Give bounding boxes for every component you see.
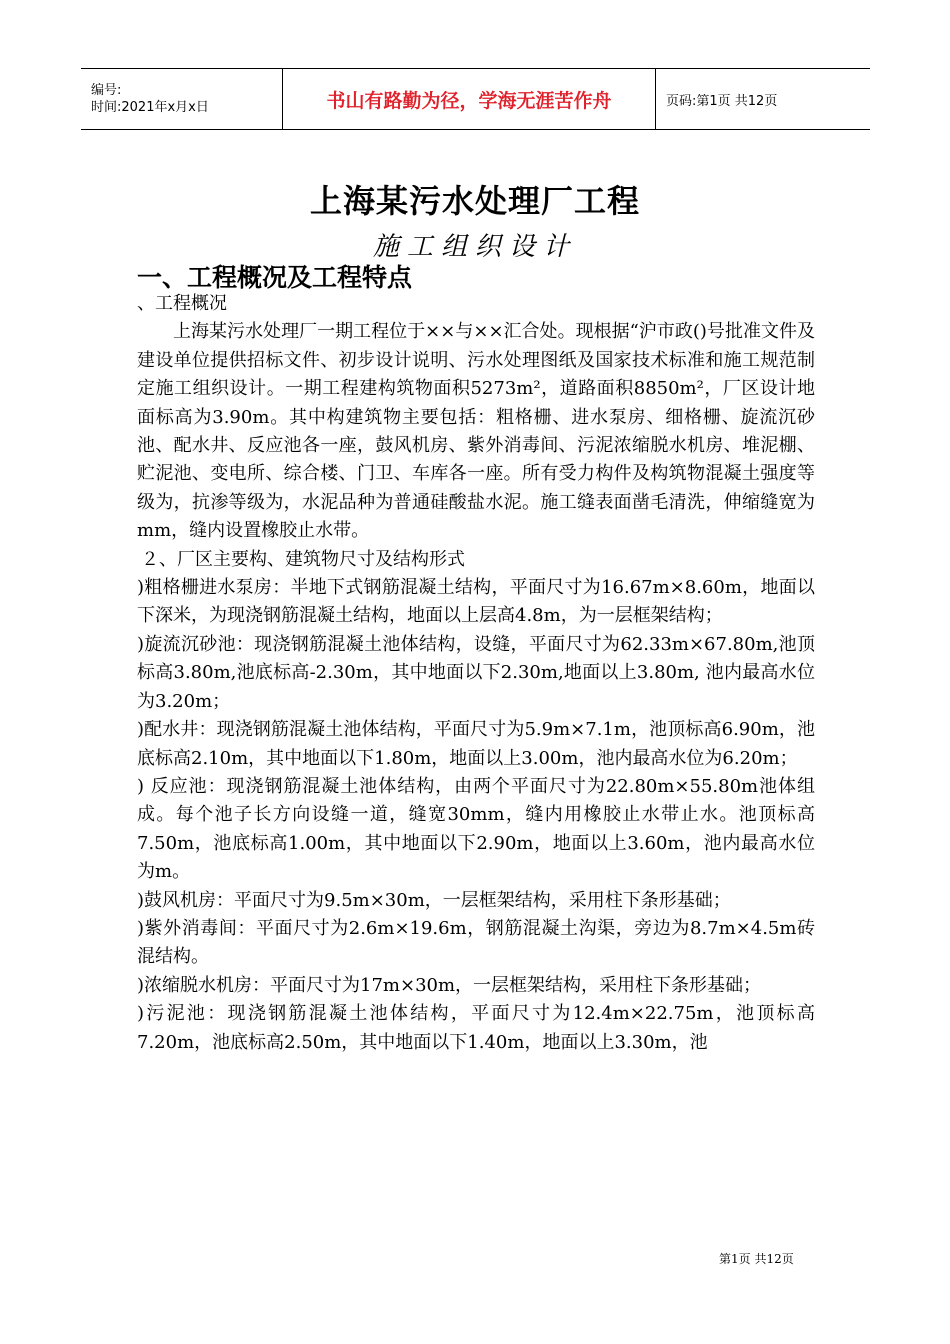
document-time-label: 时间:2021年x月x日 xyxy=(91,100,209,115)
overview-paragraph: 上海某污水处理厂一期工程位于××与××汇合处。现根据“沪市政()号批准文件及建设单位提供招标文件、初步设计说明、污水处理图纸及国家技术标准和施工规范制定施工组织设计。一期工程建构筑物面积5273m²，道路面积8850m²，厂区设计地面标高为3.90m。其中构建筑物主要包括：粗格栅、进水泵房、细格栅、旋流沉砂池、配水井、反应池各一座，鼓风机房、紫外消毒间、污泥浓缩脱水机房、堆泥棚、贮泥池、变电所、综合楼、门卫、车库各一座。所有受力构件及构筑物混凝土强度等级为，抗渗等级为，水泥品种为普通硅酸盐水泥。施工缝表面凿毛清洗，伸缩缝宽为mm，缝内设置橡胶止水带。 xyxy=(137,321,815,542)
document-number-label: 编号: xyxy=(91,83,122,98)
structure-item: )旋流沉砂池：现浇钢筋混凝土池体结构，设缝，平面尺寸为62.33m×67.80m,池顶标高3.80m,池底标高-2.30m，其中地面以下2.30m,地面以上3.80m, 池内最高水位为3.20m； xyxy=(137,633,815,712)
structure-item: )粗格栅进水泵房：半地下式钢筋混凝土结构，平面尺寸为16.67m×8.60m，地面以下深米，为现浇钢筋混凝土结构，地面以上层高4.8m，为一层框架结构； xyxy=(137,577,815,627)
subsection-heading: 、工程概况 xyxy=(137,293,227,314)
subsection-heading: ２、厂区主要构、建筑物尺寸及结构形式 xyxy=(141,548,465,570)
document-body xyxy=(137,290,815,1057)
page-info-text: 页码:第1页 共12页 xyxy=(666,93,778,109)
motto-text: 书山有路勤为径，学海无涯苦作舟 xyxy=(326,89,612,112)
structure-item: )污泥池：现浇钢筋混凝土池体结构，平面尺寸为12.4m×22.75m，池顶标高7.20m，池底标高2.50m，其中地面以下1.40m，地面以上3.30m，池 xyxy=(137,1003,815,1053)
structure-item: )紫外消毒间：平面尺寸为2.6m×19.6m，钢筋混凝土沟渠，旁边为8.7m×4.5m砖混结构。 xyxy=(137,917,815,968)
document-subtitle: 施工组织设计 xyxy=(372,232,577,262)
section-heading: 一、工程概况及工程特点 xyxy=(137,263,413,292)
document-title: 上海某污水处理厂工程 xyxy=(309,182,640,220)
structure-item: )鼓风机房：平面尺寸为9.5m×30m，一层框架结构，采用柱下条形基础； xyxy=(137,889,731,911)
structure-item: )浓缩脱水机房：平面尺寸为17m×30m，一层框架结构，采用柱下条形基础； xyxy=(137,974,762,996)
header-motto xyxy=(282,69,656,129)
page-footer: 第1页 共12页 xyxy=(719,1252,794,1266)
structure-item: ) 反应池：现浇钢筋混凝土池体结构，由两个平面尺寸为22.80m×55.80m池体组成。每个池子长方向设缝一道，缝宽30mm，缝内用橡胶止水带止水。池顶标高7.50m，池底标高1.00m，其中地面以下2.90m，地面以上3.60m，池内最高水位为m。 xyxy=(137,775,815,883)
header-meta xyxy=(81,69,282,129)
page-header xyxy=(81,68,870,130)
structure-item: )配水井：现浇钢筋混凝土池体结构，平面尺寸为5.9m×7.1m，池顶标高6.90m，池底标高2.10m，其中地面以下1.80m，地面以上3.00m，池内最高水位为6.20m； xyxy=(137,719,815,769)
header-page-info xyxy=(656,69,870,129)
